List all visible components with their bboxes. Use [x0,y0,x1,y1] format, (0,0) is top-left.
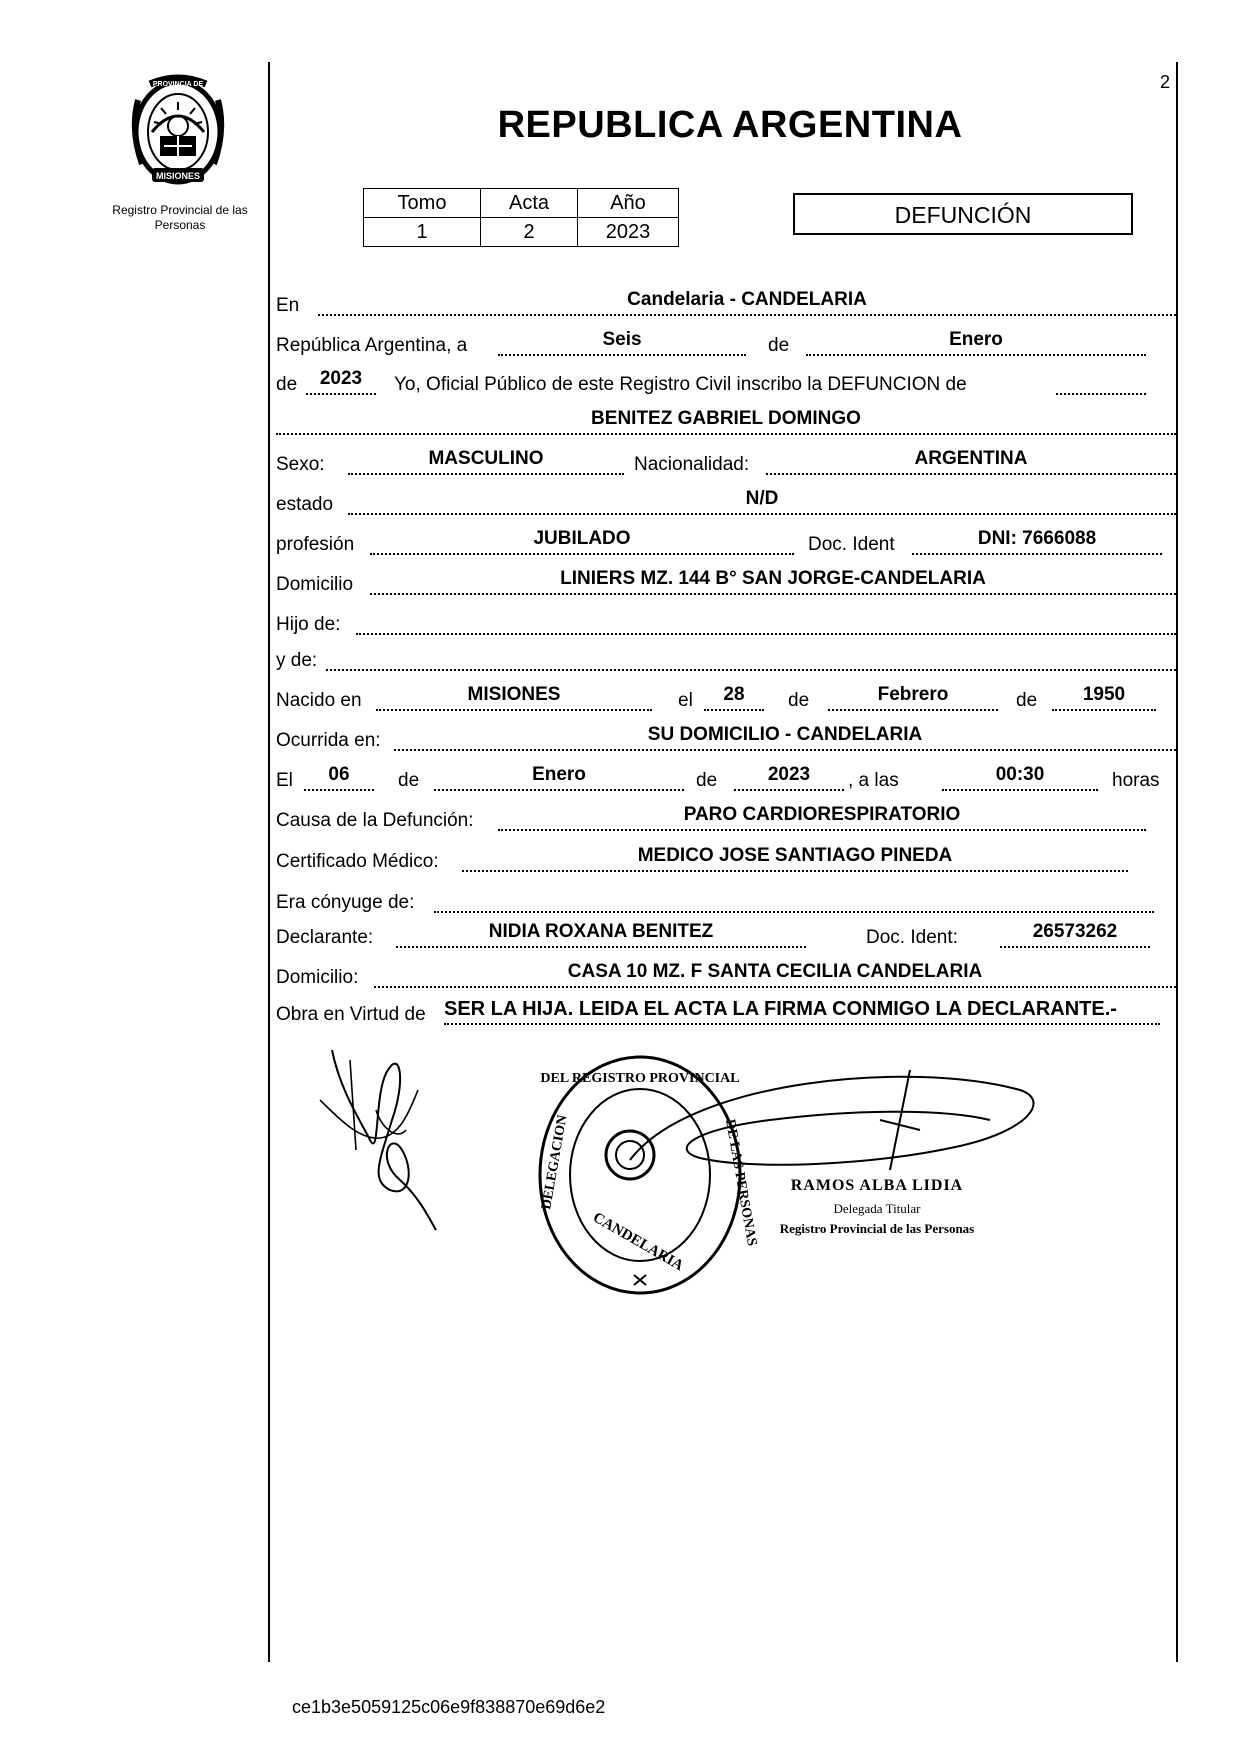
crest-bottom-text: MISIONES [155,171,201,181]
label-causa: Causa de la Defunción: [276,810,474,831]
value-y-de [326,644,1176,671]
volume-value-acta: 2 [481,218,578,247]
label-republica-de: de [768,335,790,356]
row-certificado [276,843,1176,877]
label-declarante: Declarante: [276,927,374,948]
crest-top-text: PROVINCIA DE [152,81,204,88]
label-profesion: profesión [276,534,355,555]
value-estado: N/D [348,488,1176,515]
volume-header-acta: Acta [481,189,578,218]
row-conyuge [276,884,1176,918]
label-a-las: , a las [848,770,899,791]
label-horas: horas [1112,770,1160,791]
label-nacido-el: el [678,690,693,711]
left-margin-rule [268,62,270,1662]
label-anio-de: de [276,374,298,395]
volume-header-anio: Año [578,189,679,218]
signer-role: Delegada Titular [833,1201,921,1216]
label-sexo: Sexo: [276,454,325,475]
signer-block [757,1177,997,1237]
row-anio [276,366,1176,400]
page-title: REPUBLICA ARGENTINA [497,104,963,146]
volume-header-row [364,189,679,218]
label-en: En [276,295,300,316]
label-declarante-doc: Doc. Ident: [866,927,958,948]
value-def-hora: 00:30 [942,764,1098,791]
row-nacido [276,682,1176,716]
row-domicilio [276,566,1176,600]
label-certificado: Certificado Médico: [276,851,439,872]
page-number: 2 [1160,72,1171,92]
row-obra [276,996,1176,1030]
value-hijo-de [356,608,1176,635]
registry-name: Registro Provincial de las Personas [112,203,248,232]
label-nacido-en: Nacido en [276,690,362,711]
signer-name: RAMOS ALBA LIDIA [790,1177,964,1194]
value-doc-ident: DNI: 7666088 [912,528,1162,555]
value-nacido-lugar: MISIONES [376,684,652,711]
value-domicilio: LINIERS MZ. 144 B° SAN JORGE-CANDELARIA [370,568,1176,595]
svg-text:DELEGACION: DELEGACION [539,1113,571,1211]
row-en [276,287,1176,321]
volume-value-tomo: 1 [364,218,481,247]
row-profesion [276,526,1176,560]
declarant-signature [310,1030,470,1235]
value-mes: Enero [806,329,1146,356]
row-estado [276,486,1176,520]
document-type-box: DEFUNCIÓN [793,193,1133,235]
label-def-de-1: de [398,770,420,791]
value-nacido-dia: 28 [704,684,764,711]
value-nacionalidad: ARGENTINA [766,448,1176,475]
value-dia-letras: Seis [498,329,746,356]
value-def-anio: 2023 [734,764,844,791]
label-el: El [276,770,293,791]
label-nacionalidad: Nacionalidad: [634,454,750,475]
value-en: Candelaria - CANDELARIA [318,289,1176,316]
label-republica: República Argentina, a [276,335,468,356]
value-def-dia: 06 [304,764,374,791]
value-ocurrida-en: SU DOMICILIO - CANDELARIA [394,724,1176,751]
value-domicilio-declarante: CASA 10 MZ. F SANTA CECILIA CANDELARIA [374,961,1176,988]
label-conyuge: Era cónyuge de: [276,892,415,913]
value-inscribo-blank [1056,368,1146,395]
volume-table [363,188,679,247]
value-anio: 2023 [306,368,376,395]
row-republica [276,327,1176,361]
right-margin-rule [1176,62,1178,1662]
label-ocurrida-en: Ocurrida en: [276,730,381,751]
row-ocurrida [276,722,1176,756]
label-domicilio: Domicilio [276,574,354,595]
value-obra: SER LA HIJA. LEIDA EL ACTA LA FIRMA CONMIGO LA DECLARANTE.- [444,998,1160,1025]
label-nacido-de-2: de [1016,690,1038,711]
svg-text:CANDELARIA: CANDELARIA [590,1209,687,1275]
volume-value-row [364,218,679,247]
volume-header-tomo: Tomo [364,189,481,218]
volume-value-anio: 2023 [578,218,679,247]
value-sexo: MASCULINO [348,448,624,475]
row-declarante [276,919,1176,953]
svg-text:DE LAS PERSONAS: DE LAS PERSONAS [722,1118,760,1248]
label-nacido-de-1: de [788,690,810,711]
label-obra: Obra en Virtud de [276,1004,426,1025]
row-sexo [276,446,1176,480]
row-y-de [276,642,1176,676]
row-causa [276,802,1176,836]
row-domicilio-declarante [276,959,1176,993]
row-fecha-defuncion [276,762,1176,796]
label-domicilio-declarante: Domicilio: [276,967,359,988]
label-y-de: y de: [276,650,318,671]
value-conyuge [434,886,1154,913]
label-def-de-2: de [696,770,718,791]
row-hijo-de [276,606,1176,640]
row-nombre [276,406,1176,440]
label-hijo-de: Hijo de: [276,614,341,635]
label-doc-ident: Doc. Ident [808,534,895,555]
label-estado: estado [276,494,334,515]
value-profesion: JUBILADO [370,528,794,555]
value-causa: PARO CARDIORESPIRATORIO [498,804,1146,831]
label-inscribo: Yo, Oficial Público de este Registro Civil inscribo la DEFUNCION de [394,374,967,395]
value-certificado: MEDICO JOSE SANTIAGO PINEDA [462,845,1128,872]
value-nacido-anio: 1950 [1052,684,1156,711]
value-declarante: NIDIA ROXANA BENITEZ [396,921,806,948]
document-hash: ce1b3e5059125c06e9f838870e69d6e2 [292,1697,606,1717]
misiones-crest-icon [118,70,238,190]
value-nacido-mes: Febrero [828,684,998,711]
signer-institution: Registro Provincial de las Personas [779,1221,975,1236]
value-declarante-doc: 26573262 [1000,921,1150,948]
value-def-mes: Enero [434,764,684,791]
svg-text:DEL REGISTRO PROVINCIAL: DEL REGISTRO PROVINCIAL [540,1071,740,1086]
value-nombre-fallecido: BENITEZ GABRIEL DOMINGO [276,408,1176,435]
